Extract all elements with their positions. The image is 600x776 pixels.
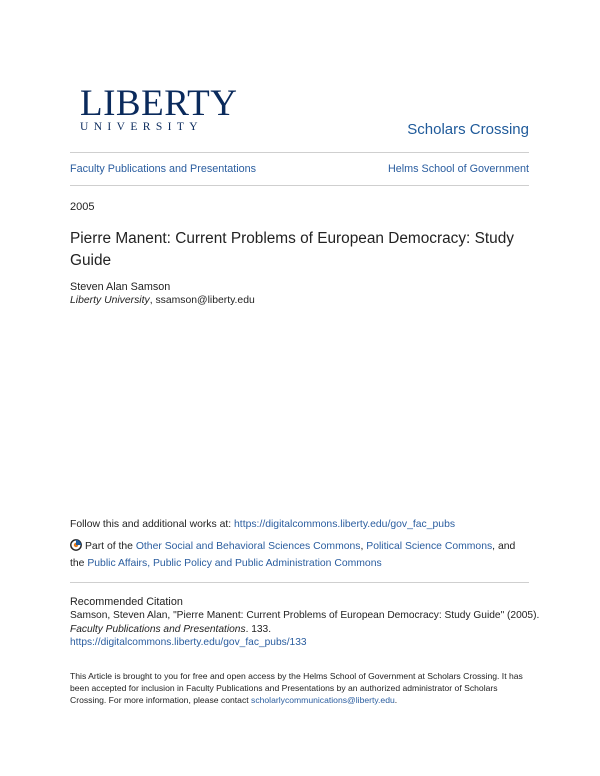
citation-series: Faculty Publications and Presentations	[70, 623, 246, 635]
discipline-link-social-behavioral[interactable]: Other Social and Behavioral Sciences Commons	[135, 541, 361, 552]
citation-text: Samson, Steven Alan, "Pierre Manent: Current Problems of European Democracy: Study Guide" (2005).	[70, 610, 540, 621]
citation-body	[70, 609, 540, 650]
access-notice	[70, 670, 532, 707]
author-institution: Liberty University	[70, 295, 150, 306]
follow-text: Follow this and additional works at:	[70, 519, 235, 530]
notice-text: This Article is brought to you for free and open access by the Helms School of Government at Scholars Crossing. It has been accepted for inclusion in Faculty Publications and Presentations by an authorized administrator of Scholars Crossing. For more information, please contact	[70, 671, 523, 706]
follow-url-link[interactable]: https://digitalcommons.liberty.edu/gov_fac_pubs	[234, 519, 456, 530]
liberty-university-logo[interactable]	[80, 83, 238, 133]
part-of-line	[70, 538, 532, 572]
divider-citation	[70, 582, 529, 583]
notice-end: .	[394, 695, 398, 706]
divider-top	[70, 152, 529, 153]
scholars-crossing-link[interactable]: Scholars Crossing	[407, 121, 529, 138]
discipline-link-political-science[interactable]: Political Science Commons	[366, 541, 493, 552]
article-title: Pierre Manent: Current Problems of European Democracy: Study Guide	[70, 230, 514, 269]
follow-line	[70, 519, 455, 530]
collection-link-helms-school[interactable]: Helms School of Government	[387, 163, 529, 175]
part-of-prefix: Part of the	[85, 541, 136, 552]
citation-number: . 133.	[245, 623, 272, 635]
logo-wordmark: LIBERTY	[80, 83, 238, 124]
divider-collections	[70, 185, 529, 186]
part-of-sep1: ,	[360, 541, 367, 552]
contact-email-link[interactable]: scholarlycommunications@liberty.edu	[251, 695, 395, 706]
author-affiliation	[70, 295, 255, 306]
author-name: Steven Alan Samson	[70, 281, 171, 293]
citation-heading: Recommended Citation	[70, 596, 183, 608]
citation-url-link[interactable]: https://digitalcommons.liberty.edu/gov_fac_pubs/133	[70, 637, 307, 648]
digital-commons-network-icon	[70, 539, 82, 551]
logo-subtitle: UNIVERSITY	[80, 121, 203, 133]
part-of-sep2: , and the	[70, 541, 516, 569]
collection-link-faculty-publications[interactable]: Faculty Publications and Presentations	[70, 163, 257, 175]
publication-year: 2005	[70, 201, 95, 213]
author-email: , ssamson@liberty.edu	[149, 295, 255, 306]
discipline-link-public-affairs[interactable]: Public Affairs, Public Policy and Public Administration Commons	[87, 558, 382, 569]
